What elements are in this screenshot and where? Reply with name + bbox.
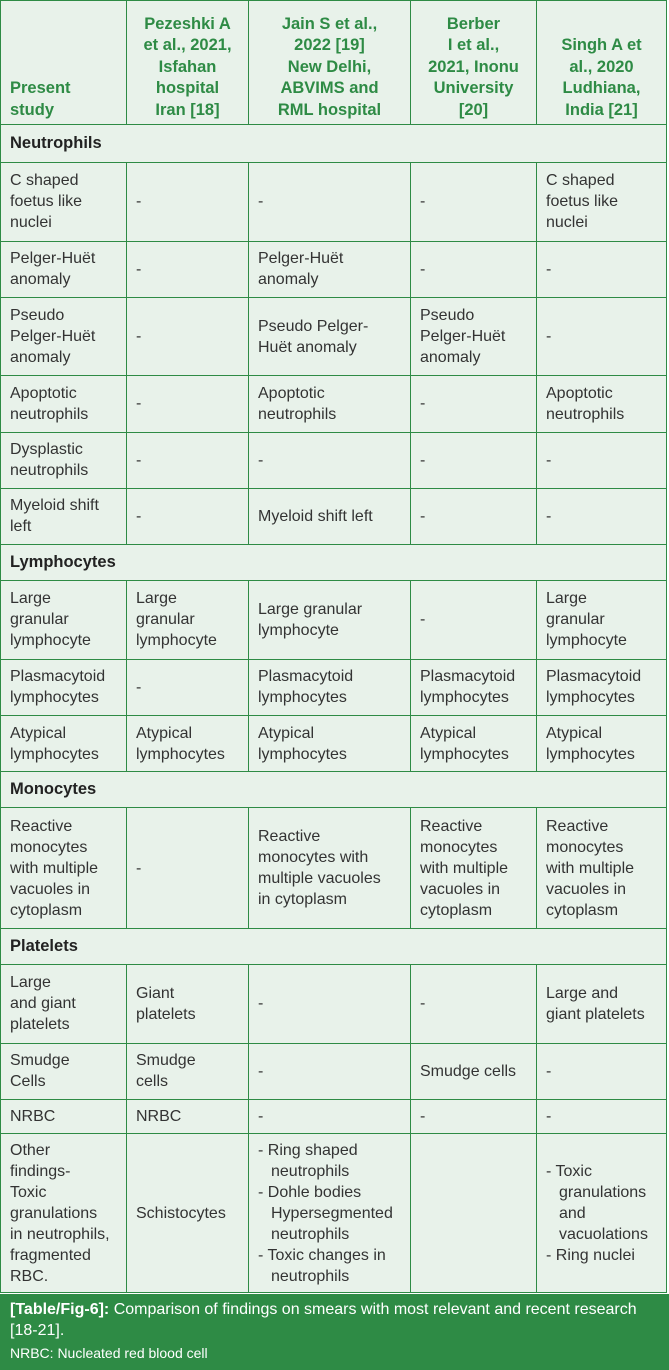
cell-jain: Pelger-Huët anomaly	[249, 241, 411, 297]
cell-berber: Smudge cells	[411, 1043, 537, 1099]
cell-present: Apoptotic neutrophils	[1, 376, 127, 432]
table-row	[1, 1043, 667, 1099]
cell-pezeshki: Large granular lymphocyte	[127, 581, 249, 659]
cell-present: Plasmacytoid lymphocytes	[1, 659, 127, 715]
cell-singh: Large and giant platelets	[537, 965, 667, 1043]
cell-present: Dysplastic neutrophils	[1, 432, 127, 488]
cell-pezeshki: -	[127, 163, 249, 241]
cell-singh: Large granular lymphocyte	[537, 581, 667, 659]
table-row	[1, 241, 667, 297]
table-row	[1, 715, 667, 771]
cell-present: NRBC	[1, 1099, 127, 1133]
cell-berber: -	[411, 163, 537, 241]
cell-jain: Plasmacytoid lymphocytes	[249, 659, 411, 715]
section-title-neutrophils: Neutrophils	[1, 125, 667, 163]
list-item: - Dohle bodies Hypersegmented neutrophils	[258, 1182, 404, 1245]
cell-singh: -	[537, 488, 667, 544]
cell-berber: -	[411, 965, 537, 1043]
cell-berber: -	[411, 432, 537, 488]
table-row	[1, 808, 667, 929]
header-singh: Singh A et al., 2020 Ludhiana, India [21]	[537, 1, 667, 125]
table-row	[1, 581, 667, 659]
header-pezeshki: Pezeshki A et al., 2021, Isfahan hospital Iran [18]	[127, 1, 249, 125]
header-present-study: Present study	[1, 1, 127, 125]
cell-singh: -	[537, 1099, 667, 1133]
cell-jain: Large granular lymphocyte	[249, 581, 411, 659]
cell-present: Myeloid shift left	[1, 488, 127, 544]
cell-jain: Myeloid shift left	[249, 488, 411, 544]
cell-jain: Apoptotic neutrophils	[249, 376, 411, 432]
cell-jain: Atypical lymphocytes	[249, 715, 411, 771]
cell-berber: -	[411, 488, 537, 544]
table-row	[1, 297, 667, 375]
cell-jain	[249, 1134, 411, 1293]
section-row	[1, 772, 667, 808]
caption-label: [Table/Fig-6]:	[10, 1301, 110, 1318]
cell-jain: -	[249, 432, 411, 488]
cell-present: Smudge Cells	[1, 1043, 127, 1099]
cell-present: Pelger-Huët anomaly	[1, 241, 127, 297]
cell-pezeshki: NRBC	[127, 1099, 249, 1133]
table-row	[1, 659, 667, 715]
singh-findings-list	[546, 1161, 660, 1266]
cell-pezeshki: -	[127, 241, 249, 297]
cell-present: Reactive monocytes with multiple vacuoles in cytoplasm	[1, 808, 127, 929]
cell-pezeshki: -	[127, 432, 249, 488]
table-row	[1, 376, 667, 432]
section-row	[1, 545, 667, 581]
table-row	[1, 432, 667, 488]
section-row	[1, 929, 667, 965]
abbreviation-note: NRBC: Nucleated red blood cell	[10, 1345, 208, 1361]
cell-berber: -	[411, 1099, 537, 1133]
cell-singh: Apoptotic neutrophils	[537, 376, 667, 432]
section-title-lymphocytes: Lymphocytes	[1, 545, 667, 581]
cell-pezeshki: -	[127, 488, 249, 544]
cell-pezeshki: -	[127, 659, 249, 715]
header-row	[1, 1, 667, 125]
list-item: - Ring shaped neutrophils	[258, 1140, 404, 1182]
table-row	[1, 163, 667, 241]
section-row	[1, 125, 667, 163]
list-item: - Toxic granulations and vacuolations	[546, 1161, 660, 1245]
cell-jain: Pseudo Pelger- Huët anomaly	[249, 297, 411, 375]
cell-berber: Plasmacytoid lymphocytes	[411, 659, 537, 715]
list-item: - Toxic changes in neutrophils	[258, 1245, 404, 1287]
cell-singh: -	[537, 432, 667, 488]
section-title-platelets: Platelets	[1, 929, 667, 965]
cell-present: Pseudo Pelger-Huët anomaly	[1, 297, 127, 375]
cell-present: C shaped foetus like nuclei	[1, 163, 127, 241]
caption-line	[10, 1299, 659, 1341]
cell-singh: -	[537, 297, 667, 375]
cell-berber: -	[411, 241, 537, 297]
cell-singh: Plasmacytoid lymphocytes	[537, 659, 667, 715]
cell-jain: -	[249, 163, 411, 241]
cell-berber: -	[411, 376, 537, 432]
cell-singh: -	[537, 241, 667, 297]
cell-present: Large and giant platelets	[1, 965, 127, 1043]
cell-jain: -	[249, 1043, 411, 1099]
cell-berber: -	[411, 581, 537, 659]
cell-pezeshki: -	[127, 808, 249, 929]
table-row	[1, 1099, 667, 1133]
cell-pezeshki: Giant platelets	[127, 965, 249, 1043]
cell-jain: Reactive monocytes with multiple vacuoles in cytoplasm	[249, 808, 411, 929]
cell-present: Other findings- Toxic granulations in neutrophils, fragmented RBC.	[1, 1134, 127, 1293]
table-row	[1, 965, 667, 1043]
cell-jain: -	[249, 1099, 411, 1133]
cell-pezeshki: Atypical lymphocytes	[127, 715, 249, 771]
list-item: - Ring nuclei	[546, 1245, 660, 1266]
cell-jain: -	[249, 965, 411, 1043]
cell-singh: Atypical lymphocytes	[537, 715, 667, 771]
cell-singh: C shaped foetus like nuclei	[537, 163, 667, 241]
cell-berber: Pseudo Pelger-Huët anomaly	[411, 297, 537, 375]
cell-berber	[411, 1134, 537, 1293]
cell-berber: Reactive monocytes with multiple vacuoles in cytoplasm	[411, 808, 537, 929]
cell-pezeshki: Schistocytes	[127, 1134, 249, 1293]
section-title-monocytes: Monocytes	[1, 772, 667, 808]
cell-present: Large granular lymphocyte	[1, 581, 127, 659]
cell-pezeshki: -	[127, 376, 249, 432]
jain-findings-list	[258, 1140, 404, 1287]
header-jain: Jain S et al., 2022 [19] New Delhi, ABVIMS and RML hospital	[249, 1, 411, 125]
header-berber: Berber I et al., 2021, Inonu University [20]	[411, 1, 537, 125]
table-caption	[0, 1294, 669, 1370]
cell-singh: -	[537, 1043, 667, 1099]
cell-present: Atypical lymphocytes	[1, 715, 127, 771]
cell-pezeshki: -	[127, 297, 249, 375]
table-row	[1, 488, 667, 544]
cell-singh	[537, 1134, 667, 1293]
caption-text: Comparison of findings on smears with most relevant and recent research [18-21].	[10, 1301, 637, 1339]
table-row-other-findings	[1, 1134, 667, 1293]
cell-pezeshki: Smudge cells	[127, 1043, 249, 1099]
cell-singh: Reactive monocytes with multiple vacuoles in cytoplasm	[537, 808, 667, 929]
cell-berber: Atypical lymphocytes	[411, 715, 537, 771]
